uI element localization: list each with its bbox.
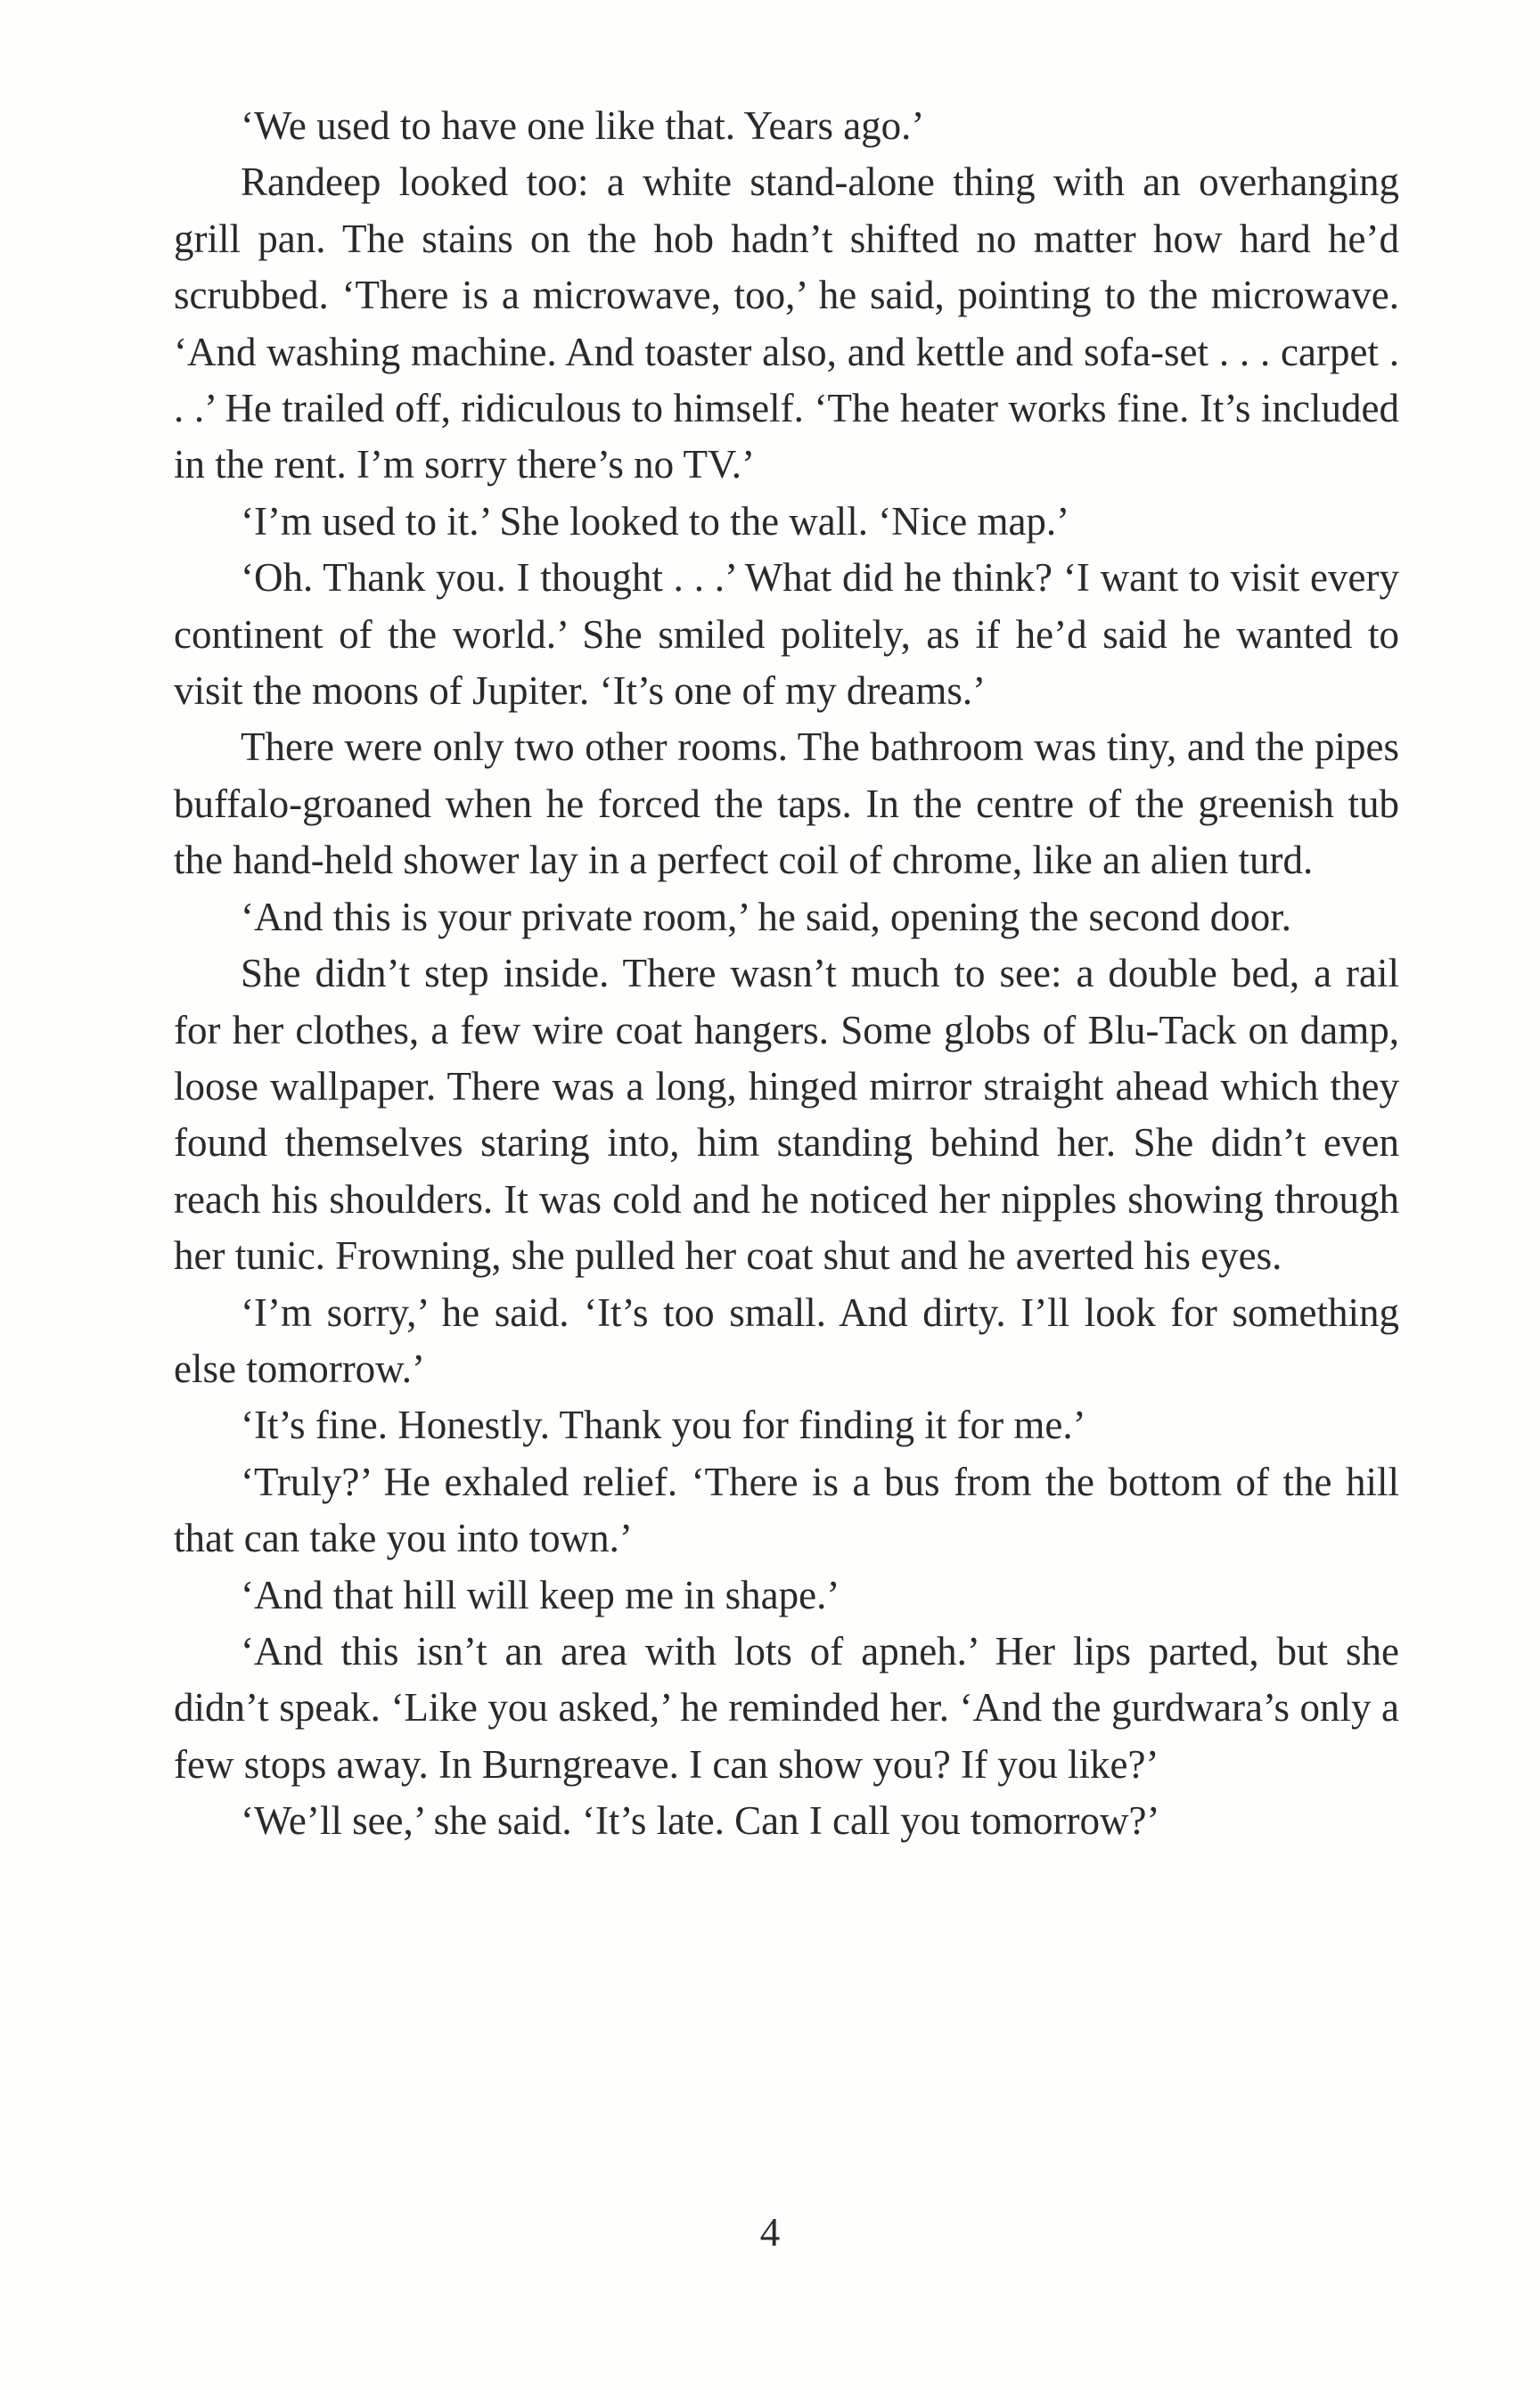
paragraph: Randeep looked too: a white stand-alone thing with an overhanging grill pan. The stains on the hob hadn’t shifted no matter how hard he’d scrubbed. ‘There is a microwave, too,’ he said, pointing to the microwave. ‘And washing machine. And toaster also, and kettle and sofa-set . . . carpet . . .’ He trailed off, ridiculous to himself. ‘The heater works fine. It’s included in the rent. I’m sorry there’s no TV.’ [174,160,1399,487]
paragraph: ‘It’s fine. Honestly. Thank you for finding it for me.’ [241,1403,1086,1448]
paragraph: There were only two other rooms. The bathroom was tiny, and the pipes buffalo-groaned when he forced the taps. In the centre of the greenish tub the hand-held shower lay in a perfect coil of chrome, like an alien turd. [174,724,1399,883]
paragraph: She didn’t step inside. There wasn’t much to see: a double bed, a rail for her clothes, a few wire coat hangers. Some globs of Blu-Tack on damp, loose wallpaper. There was a long, hinged mirror straight ahead which they found themselves staring into, him standing behind her. She didn’t even reach his shoulders. It was cold and he noticed her nipples showing through her tunic. Frowning, she pulled her coat shut and he averted his eyes. [174,951,1399,1279]
paragraph: ‘And this is your private room,’ he said, opening the second door. [241,894,1291,939]
paragraph: ‘I’m sorry,’ he said. ‘It’s too small. And dirty. I’ll look for something else tomorrow.’ [174,1289,1399,1391]
paragraph: ‘We’ll see,’ she said. ‘It’s late. Can I call you tomorrow?’ [241,1798,1160,1844]
paragraph: ‘We used to have one like that. Years ago.’ [241,103,925,148]
paragraph: ‘And that hill will keep me in shape.’ [241,1572,840,1617]
body-text [174,98,1399,1850]
paragraph: ‘Oh. Thank you. I thought . . .’ What did he think? ‘I want to visit every continent of the world.’ She smiled politely, as if he’d said he wanted to visit the moons of Jupiter. ‘It’s one of my dreams.’ [174,555,1399,714]
page-number: 4 [759,2210,781,2255]
paragraph: ‘Truly?’ He exhaled relief. ‘There is a bus from the bottom of the hill that can take you into town.’ [174,1459,1399,1561]
paragraph: ‘And this isn’t an area with lots of apneh.’ Her lips parted, but she didn’t speak. ‘Like you asked,’ he reminded her. ‘And the gurdwara’s only a few stops away. In Burngreave. I can show you? If you like?’ [174,1628,1399,1787]
paragraph: ‘I’m used to it.’ She looked to the wall. ‘Nice map.’ [241,498,1070,544]
